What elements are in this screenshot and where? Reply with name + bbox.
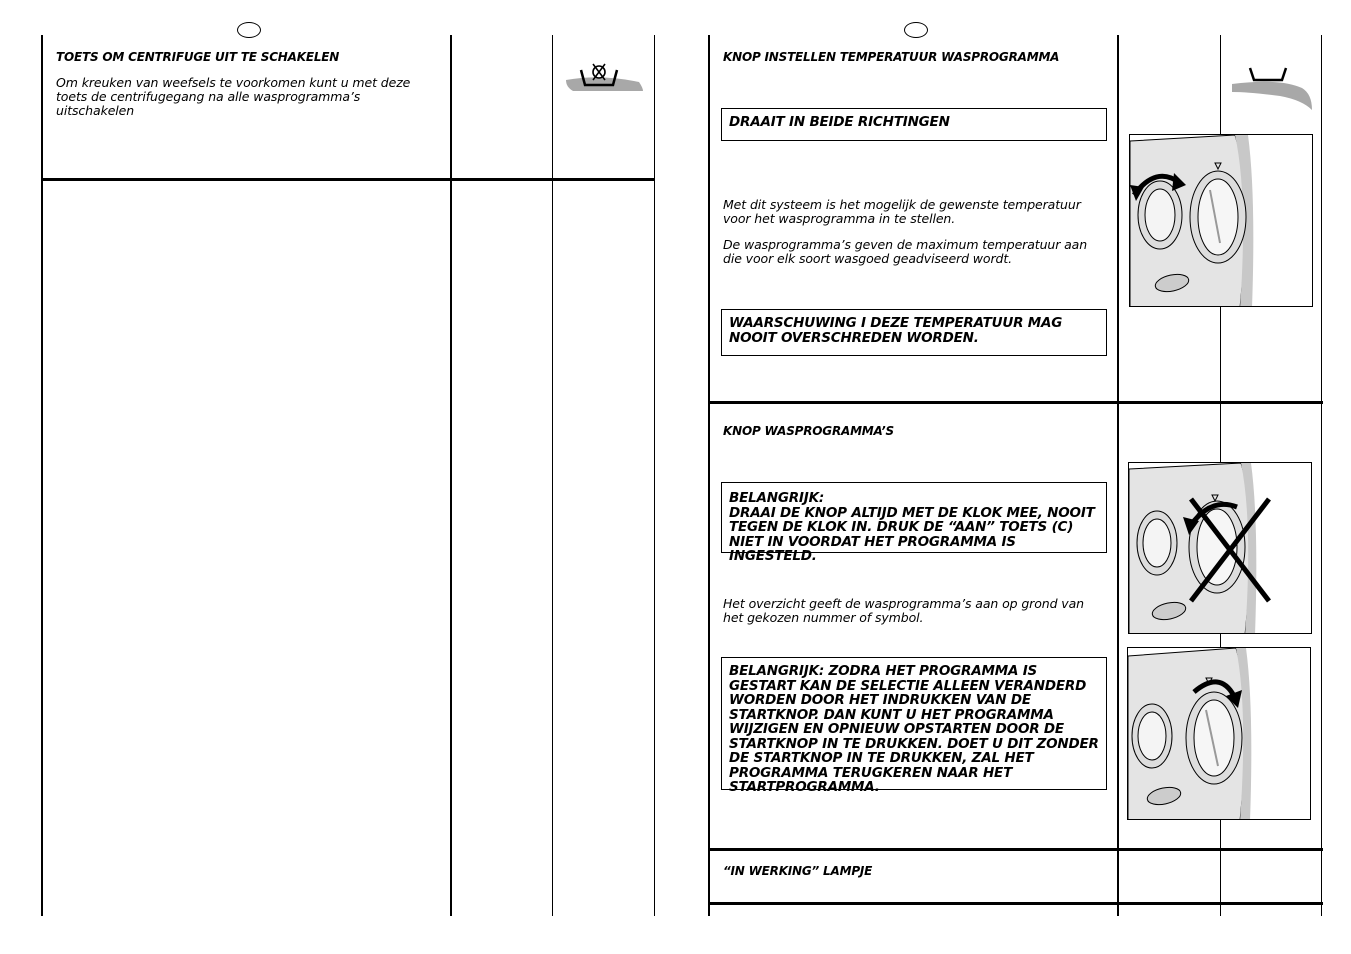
- rotate-both-directions-box: [721, 108, 1107, 141]
- knob-clockwise-illustration: [1127, 647, 1311, 820]
- left-column-divider-2: [552, 35, 553, 916]
- page-marker-left: [237, 22, 261, 38]
- temperature-section-title: KNOP INSTELLEN TEMPERATUUR WASPROGRAMMA: [723, 50, 1060, 64]
- temperature-text-2: De wasprogramma’s geven de maximum temperatuur aan die voor elk soort wasgoed geadviseerd wordt.: [723, 237, 1088, 266]
- temperature-text-1: Met dit systeem is het mogelijk de gewenste temperatuur voor het wasprogramma in te stellen.: [723, 197, 1081, 226]
- important-box-1-title: BELANGRIJK:: [729, 490, 825, 506]
- rotate-both-directions-text: DRAAIT IN BEIDE RICHTINGEN: [729, 114, 950, 130]
- important-box-1-text: DRAAI DE KNOP ALTIJD MET DE KLOK MEE, NOOIT TEGEN DE KLOK IN. DRUK DE “AAN” TOETS (C) NIET IN VOORDAT HET PROGRAMMA IS INGESTELD.: [729, 504, 1095, 564]
- temperature-warning-text: WAARSCHUWING I DEZE TEMPERATUUR MAG NOOIT OVERSCHREDEN WORDEN.: [729, 315, 1063, 346]
- spin-section-text: Om kreuken van weefsels te voorkomen kunt u met deze toets de centrifugegang na alle wasprogramma’s uitschakelen: [56, 75, 411, 118]
- right-column-divider-3: [1321, 35, 1322, 916]
- temperature-warning-box: [721, 309, 1107, 356]
- knob-anticlockwise-forbidden-illustration: [1128, 462, 1312, 634]
- programme-section-title: KNOP WASPROGRAMMA’S: [723, 424, 894, 438]
- lamp-section-title: “IN WERKING” LAMPJE: [723, 864, 873, 878]
- temperature-basin-icon: [1230, 62, 1314, 112]
- left-page-border: [41, 35, 43, 916]
- right-section-separator-3: [708, 902, 1323, 905]
- knob-both-directions-illustration: [1129, 134, 1313, 307]
- right-page-border: [708, 35, 710, 916]
- right-column-divider-1: [1117, 35, 1119, 916]
- right-section-separator-1: [708, 401, 1323, 404]
- important-box-1: [721, 482, 1107, 564]
- left-column-divider-3: [654, 35, 655, 916]
- important-box-2: [721, 657, 1107, 795]
- page-marker-right: [904, 22, 928, 38]
- spin-section-title: TOETS OM CENTRIFUGE UIT TE SCHAKELEN: [56, 50, 340, 64]
- right-section-separator-2: [708, 848, 1323, 851]
- spin-exclusion-basin-icon: [563, 60, 645, 92]
- left-section-separator: [41, 178, 655, 181]
- important-box-2-text: BELANGRIJK: ZODRA HET PROGRAMMA IS GESTART KAN DE SELECTIE ALLEEN VERANDERD WORDEN DOOR HET INDRUKKEN VAN DE STARTKNOP. DAN KUNT U HET PROGRAMMA WIJZIGEN EN OPNIEUW OPSTARTEN DOOR DE STARTKNOP IN TE DRUKKEN. DOET U DIT ZONDER DE STARTKNOP IN TE DRUKKEN, ZAL HET PROGRAMMA TERUGKEREN NAAR HET STARTPROGRAMMA.: [729, 663, 1099, 795]
- programme-text: Het overzicht geeft de wasprogramma’s aan op grond van het gekozen nummer of symbol.: [723, 596, 1084, 625]
- left-column-divider-1: [450, 35, 452, 916]
